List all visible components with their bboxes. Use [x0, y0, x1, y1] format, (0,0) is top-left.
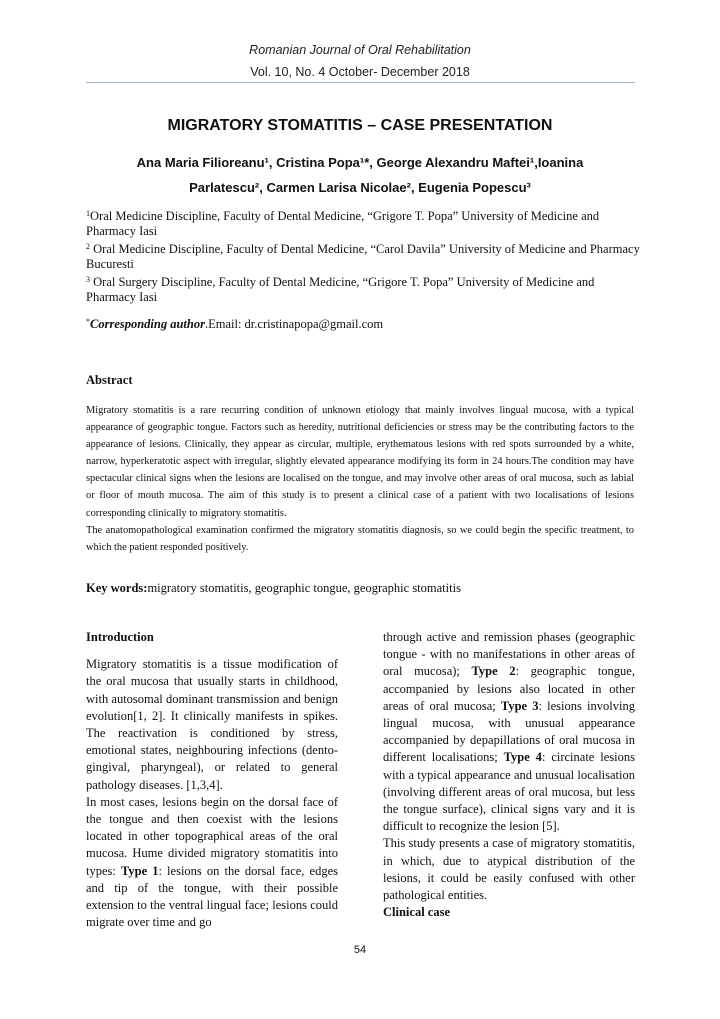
journal-name: Romanian Journal of Oral Rehabilitation: [249, 43, 471, 57]
types-text-a: through active and remission phases (geographic tongue - with no manifestations in other areas of oral mucosa);: [383, 630, 635, 679]
clinical-case-heading-text: Clinical case: [383, 905, 451, 920]
intro-paragraph-2: [86, 794, 338, 932]
authors-line-2: Parlatescu², Carmen Larisa Nicolae², Eugenia Popescu³: [189, 180, 531, 195]
intro-paragraph-2-text-cont: : lesions on the dorsal face, edges and tip of the tongue, with their possible extension to the ventral lingual face; lesions could migrate over time and go: [86, 863, 338, 930]
types-text-b: : geographic tongue, accompanied by lesions also located in other areas of oral mucosa;: [383, 664, 635, 713]
keywords-label: Key words:: [86, 581, 148, 595]
article-title: MIGRATORY STOMATITIS – CASE PRESENTATION: [167, 117, 553, 134]
abstract-paragraph-1: Migratory stomatitis is a rare recurring condition of unknown etiology that mainly involves lingual mucosa, with a typical appearance of geographic tongue. Factors such as heredity, nutritional deficiencies or stress may be the contributing factors to the appearance of lesions. Clinically, they appear as circular, multiple, erythematous lesions with red spots surrounded by a white, narrow, hyperkeratotic aspect with irregular, slightly elevated appearance modifying its form in 24 hours.The condition may have spectacular clinical signs when the lesions are localised on the tongue, and may involve other areas of oral mucosa, such as labial or floor of mouth mucosa. The aim of this study is to present a clinical case of a patient with two localisations of lesions corresponding clinically to migratory stomatitis.: [86, 405, 634, 519]
abstract-heading: Abstract: [86, 373, 133, 387]
author-list: [80, 150, 640, 200]
types-text-d: : circinate lesions with a typical appearance and unusual localisation (involving different areas of oral mucosa, but less the tongue surface), clinical signs vary and it is difficult to recognize the lesion [5].: [383, 750, 635, 834]
types-paragraph: [383, 629, 635, 835]
volume-info: Vol. 10, No. 4 October- December 2018: [250, 65, 470, 79]
right-column: [383, 629, 635, 921]
intro-paragraph-2-text: In most cases, lesions begin on the dorsal face of the tongue and then coexist with the lesions located in other topographical areas of the oral mucosa. Hume divided migratory stomatitis into types:: [86, 794, 338, 878]
study-paragraph: This study presents a case of migratory stomatitis, in which, due to atypical distribution of the lesions, it could be easily confused with other pathological entities.: [383, 836, 635, 903]
clinical-case-heading: [383, 904, 635, 921]
type-3-label: Type 3: [500, 698, 539, 713]
affiliation-2-text: Oral Medicine Discipline, Faculty of Dental Medicine, “Carol Davila” University of Medicine and Pharmacy Bucuresti: [86, 242, 640, 271]
keywords-text: migratory stomatitis, geographic tongue, geographic stomatitis: [147, 581, 461, 595]
types-text-c: : lesions involving lingual mucosa, with unusual appearance accompanied by depapillations of oral mucosa in different localisations;: [383, 698, 635, 765]
corresponding-label: Corresponding author: [90, 317, 205, 331]
affiliation-1-text: Oral Medicine Discipline, Faculty of Dental Medicine, “Grigore T. Popa” University of Medicine and Pharmacy Iasi: [86, 209, 600, 238]
left-column: [86, 629, 338, 931]
affiliation-1-number: 1: [86, 209, 90, 218]
corresponding-author: [86, 317, 383, 332]
corresponding-email: .Email: dr.cristinapopa@gmail.com: [204, 317, 384, 331]
affiliation-3-number: 3: [86, 275, 90, 284]
introduction-heading: Introduction: [86, 630, 154, 644]
affiliation-1: [86, 209, 646, 238]
affiliation-2-number: 2: [86, 242, 90, 251]
page-number: 54: [353, 944, 367, 956]
authors-line-1: Ana Maria Filioreanu¹, Cristina Popa¹*, George Alexandru Maftei¹,Ioanina: [136, 155, 584, 170]
abstract-body: [86, 402, 634, 556]
affiliation-3: [86, 275, 646, 304]
affiliation-3-text: Oral Surgery Discipline, Faculty of Dental Medicine, “Grigore T. Popa” University of Medicine and Pharmacy Iasi: [86, 275, 595, 304]
type-2-label: Type 2: [471, 664, 516, 679]
corresponding-mark: *: [86, 317, 90, 326]
affiliation-2: [86, 242, 646, 271]
keywords: [86, 581, 461, 596]
header-divider: [86, 82, 635, 83]
intro-paragraph-1: Migratory stomatitis is a tissue modification of the oral mucosa that usually starts in childhood, with autosomal dominant transmission and benign evolution[1, 2]. It clinically manifests in spikes. The reactivation is conditioned by stress, emotional states, neighbouring infections (dento-gingival, pharyngeal), or related to general pathology diseases. [1,3,4].: [86, 657, 338, 792]
type-4-label: Type 4: [503, 750, 542, 765]
abstract-paragraph-2: The anatomopathological examination confirmed the migratory stomatitis diagnosis, so we could begin the specific treatment, to which the patient responded positively.: [86, 524, 634, 553]
type-1-label: Type 1: [120, 863, 159, 878]
